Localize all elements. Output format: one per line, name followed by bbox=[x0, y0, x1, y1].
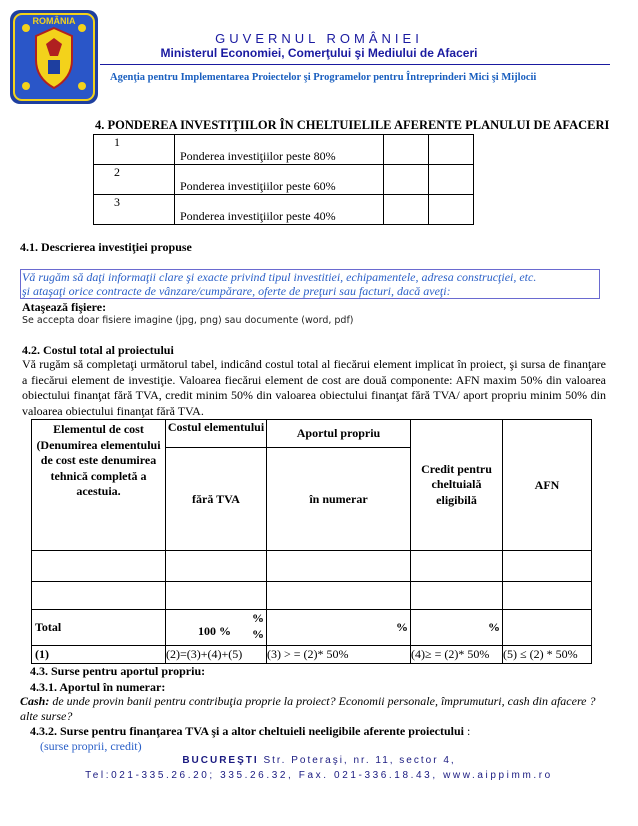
row-number: 2 bbox=[94, 165, 175, 195]
header-element-cost: Costul elementului bbox=[166, 420, 267, 448]
funding-sources-hint: (surse proprii, credit) bbox=[40, 739, 142, 753]
header-credit: Credit pentru cheltuială eligibilă bbox=[411, 420, 503, 551]
cost-instructions-paragraph: Vă rugăm să completaţi următorul tabel, indicând costul total al fiecărui element implicat în proiect, şi sursa de finanţare a fiecărui element de investiţie. Valoarea fiecărui element de cost are două componente: AFN maxim 50% din valoarea obiectului finanţat fără TVA, credit minim 50% din valoarea obiectului finanţat fără TVA/ aport propriu minim 50% din valoarea obiectului finanţat fără TVA. bbox=[22, 357, 606, 418]
row-number: 1 bbox=[94, 135, 175, 165]
total-credit: % bbox=[411, 610, 503, 646]
footer-city: BUCUREŞTI bbox=[182, 755, 259, 766]
ministry-title: Ministerul Economiei, Comerţului şi Mediului de Afaceri bbox=[160, 46, 478, 60]
row-number: 3 bbox=[94, 195, 175, 225]
table-row bbox=[94, 135, 474, 165]
description-instructions bbox=[22, 270, 602, 298]
cost-cell[interactable] bbox=[166, 582, 267, 610]
section-4-2-title: 4.2. Costul total al proiectului bbox=[22, 343, 174, 357]
row-label: Ponderea investiţiilor peste 60% bbox=[175, 165, 384, 195]
header-without-vat: fără TVA bbox=[166, 448, 267, 551]
own-contribution-cell[interactable] bbox=[267, 582, 411, 610]
credit-cell[interactable] bbox=[411, 582, 503, 610]
value-cell[interactable] bbox=[429, 165, 474, 195]
attach-files-link[interactable]: Ataşează fişiere: bbox=[22, 300, 107, 314]
accepted-file-types-note: Se accepta doar fisiere imagine (jpg, png) sau documente (word, pdf) bbox=[22, 315, 354, 326]
row-label: Ponderea investiţiilor peste 40% bbox=[175, 195, 384, 225]
header-cash: în numerar bbox=[267, 448, 411, 551]
afn-cell[interactable] bbox=[503, 551, 592, 582]
header-afn: AFN bbox=[503, 420, 592, 551]
total-cost-cell bbox=[166, 610, 267, 646]
instructions-line-1: Vă rugăm să daţi informaţii clare şi exacte privind tipul investitiei, echipamentele, adresa construcţiei, etc. bbox=[22, 270, 537, 284]
header-divider bbox=[100, 64, 610, 65]
value-cell[interactable] bbox=[429, 195, 474, 225]
total-row bbox=[32, 610, 592, 646]
table-row bbox=[94, 195, 474, 225]
section-4-3-2-colon: : bbox=[464, 724, 471, 738]
formula-5: (5) ≤ (2) * 50% bbox=[503, 647, 578, 661]
footer-contacts: Tel:021-335.26.20; 335.26.32, Fax. 021-336.18.43, www.aippimm.ro bbox=[85, 770, 553, 781]
logo-text: ROMÂNIA bbox=[32, 16, 76, 26]
formula-2: (2)=(3)+(4)+(5) bbox=[166, 647, 243, 661]
table-row bbox=[94, 165, 474, 195]
total-label: Total bbox=[32, 610, 166, 646]
table-row bbox=[32, 551, 592, 582]
government-title: GUVERNUL ROMÂNIEI bbox=[215, 31, 423, 46]
section-4-3-1-title: 4.3.1. Aportul în numerar: bbox=[30, 680, 166, 694]
checkbox-cell[interactable] bbox=[384, 195, 429, 225]
total-cost-value: 100 % bbox=[198, 624, 231, 638]
section-4-title: 4. PONDEREA INVESTIŢIILOR ÎN CHELTUIELILE AFERENTE PLANULUI DE AFACERI bbox=[95, 118, 610, 132]
cash-label: Cash: bbox=[20, 694, 50, 708]
section-4-1-title: 4.1. Descrierea investiţiei propuse bbox=[20, 240, 192, 254]
table-row bbox=[32, 582, 592, 610]
header-own-contribution: Aportul propriu bbox=[267, 420, 411, 448]
cost-element-cell[interactable] bbox=[32, 551, 166, 582]
cash-question bbox=[20, 694, 606, 724]
formula-3: (3) > = (2)* 50% bbox=[267, 647, 349, 661]
percent-sign: % bbox=[252, 627, 264, 641]
formula-4: (4)≥ = (2)* 50% bbox=[411, 647, 490, 661]
checkbox-cell[interactable] bbox=[384, 135, 429, 165]
footer-street: Str. Poteraşi, nr. 11, sector 4, bbox=[258, 755, 456, 766]
project-cost-table bbox=[31, 419, 592, 664]
footer-address bbox=[0, 755, 638, 766]
percent-sign: % bbox=[252, 611, 264, 625]
formula-1: (1) bbox=[35, 647, 49, 661]
section-4-3-title: 4.3. Surse pentru aportul propriu: bbox=[30, 664, 206, 678]
credit-cell[interactable] bbox=[411, 551, 503, 582]
agency-title: Agenţia pentru Implementarea Proiectelor şi Programelor pentru Întreprinderi Mici şi Mijlocii bbox=[110, 72, 537, 83]
instructions-line-2: şi ataşaţi orice contracte de vânzare/cumpărare, oferte de preţuri sau facturi, dacă aveţi: bbox=[22, 284, 451, 298]
section-4-3-2-text: 4.3.2. Surse pentru finanţarea TVA şi a altor cheltuieli neeligibile aferente proiectului bbox=[30, 724, 464, 738]
own-contribution-cell[interactable] bbox=[267, 551, 411, 582]
total-own-contribution: % bbox=[267, 610, 411, 646]
value-cell[interactable] bbox=[429, 135, 474, 165]
cost-element-cell[interactable] bbox=[32, 582, 166, 610]
header-cost-element: Elementul de cost (Denumirea elementului de cost este denumirea tehnică completă a acestuia. bbox=[32, 420, 166, 551]
formula-row bbox=[32, 646, 592, 664]
afn-cell[interactable] bbox=[503, 582, 592, 610]
cash-text: de unde provin banii pentru contribuţia proprie la proiect? Economii personale, împrumuturi, cash din afacere ? alte surse? bbox=[20, 694, 596, 723]
total-afn[interactable] bbox=[503, 610, 592, 646]
checkbox-cell[interactable] bbox=[384, 165, 429, 195]
section-4-3-2-title bbox=[30, 724, 470, 739]
investment-share-table bbox=[93, 134, 474, 225]
cost-cell[interactable] bbox=[166, 551, 267, 582]
row-label: Ponderea investiţiilor peste 80% bbox=[175, 135, 384, 165]
